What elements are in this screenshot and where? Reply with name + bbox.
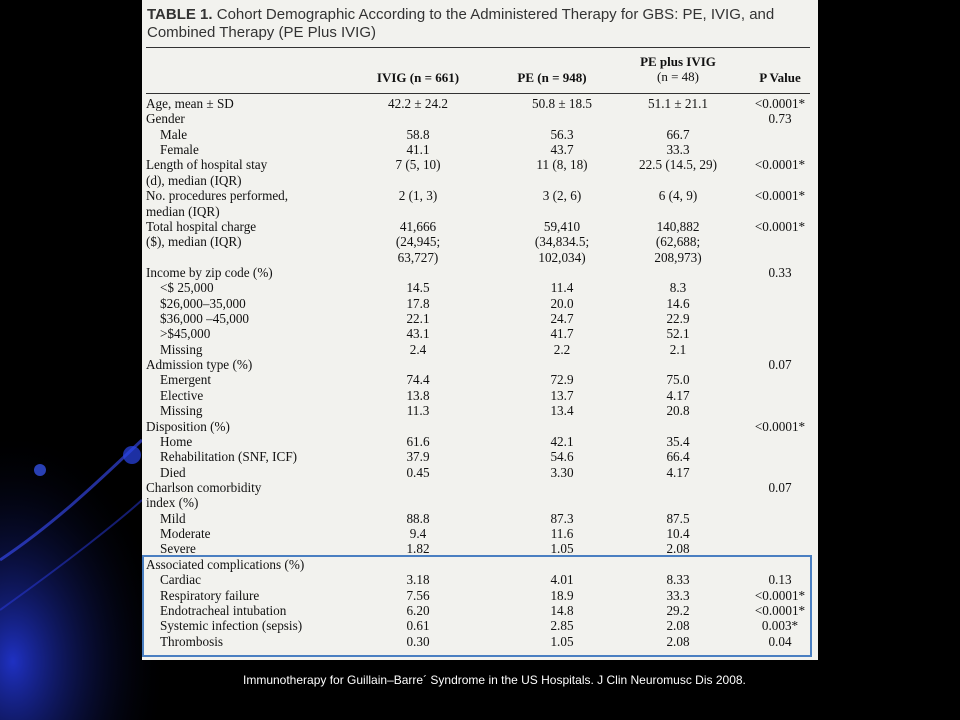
- row-label: ($), median (IQR): [146, 234, 242, 250]
- cell-ivig: (24,945;: [395, 234, 441, 250]
- row-label: Charlson comorbidity: [146, 479, 262, 495]
- cell-pe: 11.4: [550, 280, 574, 296]
- row-label: Cardiac: [160, 572, 202, 588]
- table-row: [142, 204, 818, 219]
- row-label: Missing: [160, 403, 203, 419]
- cell-ivig: 0.30: [406, 633, 430, 649]
- cell-pe: 24.7: [550, 311, 574, 327]
- cell-ivig: 6.20: [406, 602, 430, 618]
- table-row: [142, 250, 818, 265]
- row-label: Disposition (%): [146, 418, 230, 434]
- row-label: Thrombosis: [160, 633, 224, 649]
- cell-ivig: 2 (1, 3): [398, 188, 438, 204]
- cell-ivig: 0.45: [406, 464, 430, 480]
- cell-pe: 50.8 ± 18.5: [532, 96, 592, 111]
- column-header-pe: PE (n = 948): [517, 70, 587, 85]
- row-label: Income by zip code (%): [146, 264, 273, 280]
- table-row: [142, 357, 818, 372]
- cell-ivig: 61.6: [406, 433, 430, 449]
- table-row: [142, 127, 818, 142]
- cell-p-value: 0.33: [768, 264, 792, 280]
- column-header-ivig: IVIG (n = 661): [376, 70, 460, 85]
- table-row: [142, 419, 818, 434]
- cell-pe: 13.4: [550, 403, 574, 419]
- row-label: <$ 25,000: [160, 280, 214, 296]
- cell-pe: 1.05: [550, 541, 574, 557]
- table-row: [142, 157, 818, 172]
- table-row: [142, 188, 818, 203]
- cell-combo: 208,973): [654, 249, 702, 265]
- table-row: [142, 142, 818, 157]
- column-header-p: P Value: [759, 70, 801, 85]
- cell-combo: 8.33: [666, 572, 690, 588]
- cell-p-value: 0.73: [768, 111, 792, 127]
- row-label: Elective: [160, 387, 204, 403]
- complications-highlight: [142, 555, 812, 657]
- table-row: [142, 434, 818, 449]
- row-label: Admission type (%): [146, 357, 253, 373]
- table-row: [142, 265, 818, 280]
- table-row: [142, 511, 818, 526]
- row-label: Home: [160, 433, 193, 449]
- cell-ivig: 9.4: [409, 526, 427, 542]
- cell-pe: 4.01: [550, 572, 574, 588]
- cell-p-value: <0.0001*: [754, 418, 806, 434]
- cell-p-value: <0.0001*: [754, 602, 806, 618]
- row-label: Endotracheal intubation: [160, 602, 287, 618]
- citation: Immunotherapy for Guillain–Barre´ Syndrome in the US Hospitals. J Clin Neuromusc Dis 2008.: [243, 673, 746, 687]
- cell-combo: 51.1 ± 21.1: [648, 96, 708, 111]
- cell-pe: 11.6: [550, 526, 574, 542]
- cell-combo: 2.1: [669, 341, 687, 357]
- table-row: [142, 465, 818, 480]
- table-row: [142, 495, 818, 510]
- cell-pe: 2.85: [550, 618, 574, 634]
- row-label: Rehabilitation (SNF, ICF): [160, 449, 298, 465]
- cell-p-value: 0.07: [768, 479, 792, 495]
- row-label: Gender: [146, 111, 185, 127]
- cell-p-value: <0.0001*: [754, 218, 806, 234]
- table-row: [142, 480, 818, 495]
- table-row: [142, 326, 818, 341]
- row-label: Male: [160, 126, 188, 142]
- table-row: [142, 342, 818, 357]
- cell-combo: 22.9: [666, 311, 690, 327]
- cell-p-value: <0.0001*: [754, 587, 806, 603]
- cell-ivig: 14.5: [406, 280, 430, 296]
- cell-pe: 2.2: [553, 341, 571, 357]
- cell-ivig: 41.1: [406, 142, 430, 158]
- cell-pe: (34,834.5;: [534, 234, 590, 250]
- cell-combo: 10.4: [666, 526, 690, 542]
- cell-pe: 3 (2, 6): [542, 188, 582, 204]
- cell-combo: 87.5: [666, 510, 690, 526]
- cell-ivig: 2.4: [409, 341, 427, 357]
- cell-pe: 11 (8, 18): [536, 157, 588, 173]
- table-caption: [147, 6, 807, 42]
- cell-combo: 2.08: [666, 633, 690, 649]
- row-label: $26,000–35,000: [160, 295, 246, 311]
- cell-combo: 66.4: [666, 449, 690, 465]
- cell-combo: 4.17: [666, 464, 690, 480]
- cell-ivig: 0.61: [406, 618, 430, 634]
- table-row: [142, 111, 818, 126]
- row-label: Systemic infection (sepsis): [160, 618, 303, 634]
- cell-pe: 42.1: [550, 433, 574, 449]
- cell-p-value: 0.04: [768, 633, 792, 649]
- header-rule: [146, 93, 810, 94]
- cell-pe: 43.7: [550, 142, 574, 158]
- row-label: Age, mean ± SD: [146, 96, 234, 111]
- cell-combo: 140,882: [656, 218, 700, 234]
- row-label: Moderate: [160, 526, 211, 542]
- cell-pe: 3.30: [550, 464, 574, 480]
- table-row: [142, 219, 818, 234]
- cell-combo: 52.1: [666, 326, 690, 342]
- cell-ivig: 1.82: [406, 541, 430, 557]
- cell-ivig: 17.8: [406, 295, 430, 311]
- table-row: [142, 311, 818, 326]
- table-row: [142, 296, 818, 311]
- table-row: [142, 388, 818, 403]
- row-label: Respiratory failure: [160, 587, 260, 603]
- cell-ivig: 3.18: [406, 572, 430, 588]
- cell-ivig: 11.3: [406, 403, 430, 419]
- cell-pe: 14.8: [550, 602, 574, 618]
- table-row: [142, 526, 818, 541]
- cell-ivig: 43.1: [406, 326, 430, 342]
- cell-p-value: <0.0001*: [754, 188, 806, 204]
- cell-ivig: 37.9: [406, 449, 430, 465]
- row-label: Severe: [160, 541, 196, 557]
- cell-combo: (62,688;: [655, 234, 701, 250]
- cell-combo: 33.3: [666, 142, 690, 158]
- row-label: Total hospital charge: [146, 218, 257, 234]
- cell-combo: 33.3: [666, 587, 690, 603]
- caption-prefix: TABLE 1.: [147, 6, 213, 23]
- cell-combo: 75.0: [666, 372, 690, 388]
- column-header-combo-line1: PE plus IVIG: [640, 54, 716, 69]
- cell-combo: 20.8: [666, 403, 690, 419]
- cell-ivig: 63,727): [397, 249, 439, 265]
- column-header-combo-line2: (n = 48): [657, 69, 699, 84]
- cell-pe: 102,034): [538, 249, 586, 265]
- cell-combo: 8.3: [669, 280, 687, 296]
- table-row: [142, 280, 818, 295]
- row-label: index (%): [146, 495, 199, 511]
- table-row: [142, 372, 818, 387]
- cell-combo: 6 (4, 9): [658, 188, 698, 204]
- cell-ivig: 41,666: [399, 218, 437, 234]
- cell-pe: 1.05: [550, 633, 574, 649]
- cell-pe: 54.6: [550, 449, 574, 465]
- cell-ivig: 22.1: [406, 311, 430, 327]
- cell-combo: 35.4: [666, 433, 690, 449]
- cell-combo: 2.08: [666, 541, 690, 557]
- table-row: [142, 173, 818, 188]
- cell-combo: 2.08: [666, 618, 690, 634]
- row-label: $36,000 –45,000: [160, 311, 250, 327]
- cell-p-value: 0.003*: [761, 618, 799, 634]
- cell-ivig: 13.8: [406, 387, 430, 403]
- cell-pe: 56.3: [550, 126, 574, 142]
- cell-ivig: 7.56: [406, 587, 430, 603]
- cell-p-value: <0.0001*: [754, 157, 806, 173]
- caption-text: Cohort Demographic According to the Administered Therapy for GBS: PE, IVIG, and Combined Therapy (PE Plus IVIG): [147, 6, 775, 41]
- cell-ivig: 7 (5, 10): [395, 157, 441, 173]
- cell-p-value: 0.07: [768, 357, 792, 373]
- cell-combo: 29.2: [666, 602, 690, 618]
- row-label: Female: [160, 142, 199, 158]
- cell-pe: 13.7: [550, 387, 574, 403]
- row-label: Length of hospital stay: [146, 157, 268, 173]
- row-label: Associated complications (%): [146, 556, 305, 572]
- cell-p-value: <0.0001*: [754, 96, 806, 111]
- cell-combo: 14.6: [666, 295, 690, 311]
- table-row: [142, 96, 818, 111]
- row-label: >$45,000: [160, 326, 211, 342]
- row-label: Died: [160, 464, 186, 480]
- column-header-combo: [624, 54, 732, 84]
- row-label: Mild: [160, 510, 186, 526]
- cell-ivig: 88.8: [406, 510, 430, 526]
- cell-combo: 66.7: [666, 126, 690, 142]
- table-row: [142, 234, 818, 249]
- row-label: (d), median (IQR): [146, 172, 242, 188]
- table-row: [142, 403, 818, 418]
- cell-pe: 59,410: [543, 218, 581, 234]
- cell-pe: 20.0: [550, 295, 574, 311]
- table-row: [142, 449, 818, 464]
- row-label: No. procedures performed,: [146, 188, 289, 204]
- cell-ivig: 42.2 ± 24.2: [388, 96, 448, 111]
- cell-pe: 72.9: [550, 372, 574, 388]
- cell-pe: 18.9: [550, 587, 574, 603]
- cell-ivig: 58.8: [406, 126, 430, 142]
- cell-pe: 87.3: [550, 510, 574, 526]
- cell-combo: 4.17: [666, 387, 690, 403]
- row-label: Emergent: [160, 372, 212, 388]
- row-label: median (IQR): [146, 203, 220, 219]
- row-label: Missing: [160, 341, 203, 357]
- cell-ivig: 74.4: [406, 372, 430, 388]
- cell-pe: 41.7: [550, 326, 574, 342]
- cell-p-value: 0.13: [768, 572, 792, 588]
- top-rule: [146, 47, 810, 48]
- cell-combo: 22.5 (14.5, 29): [638, 157, 718, 173]
